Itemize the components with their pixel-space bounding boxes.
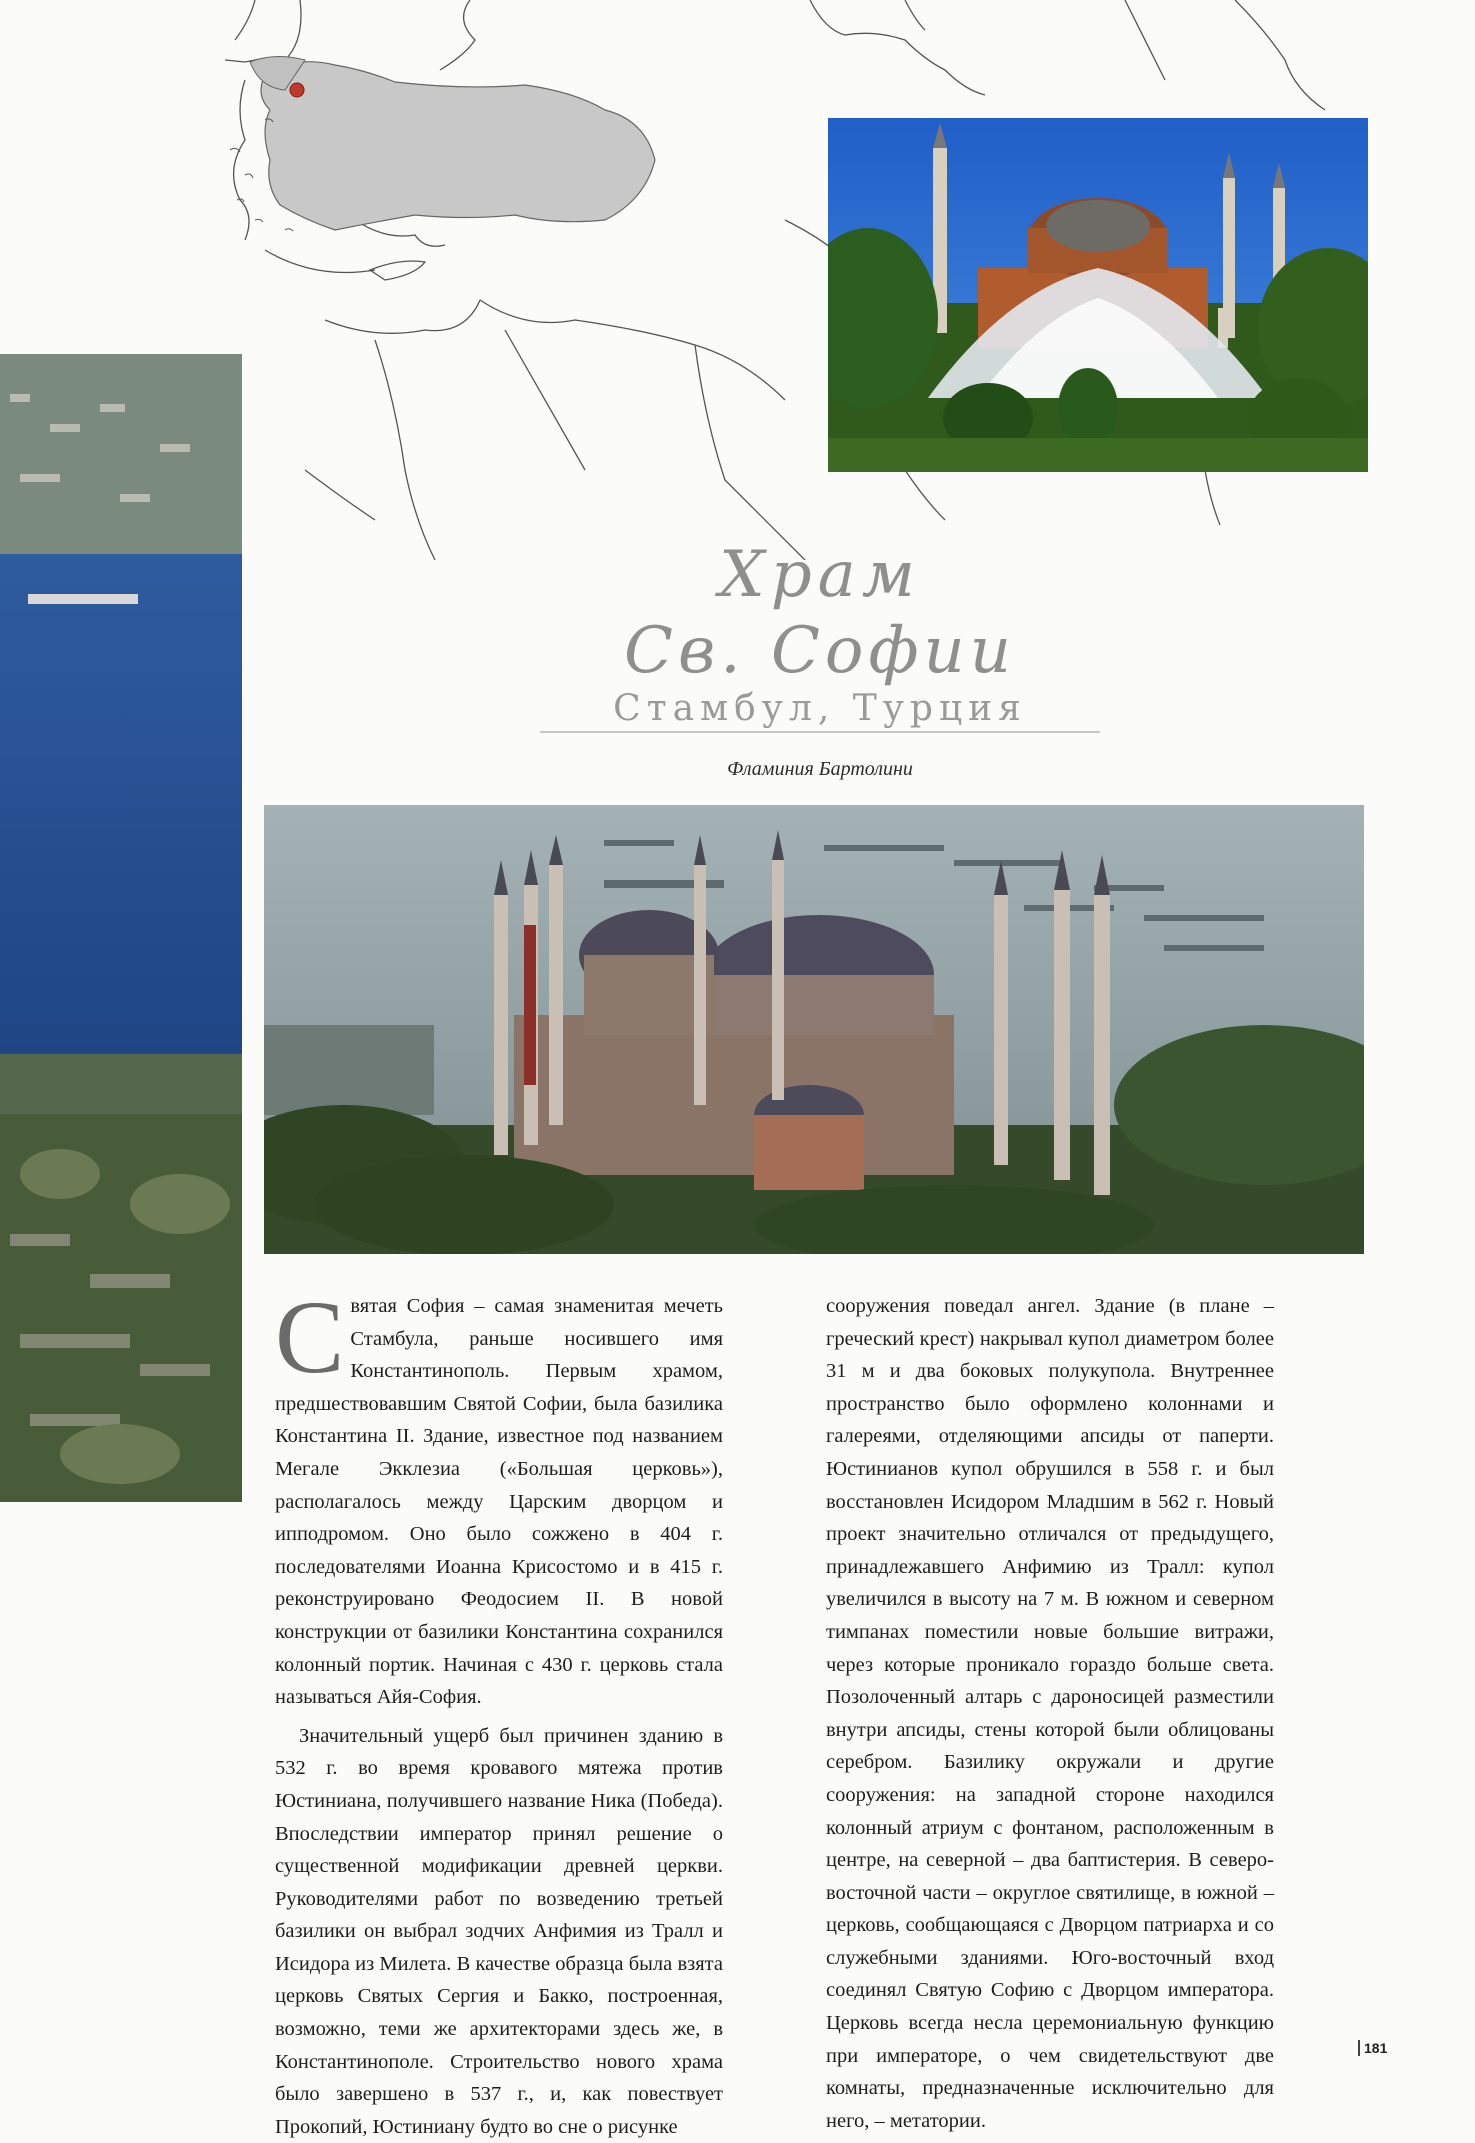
paragraph-3: сооружения поведал ангел. Здание (в плане – греческий крест) накрывал купол диаметром более 31 м и два боковых полукупола. Внутреннее пространство было оформлено колоннами и галереями, отделяющими апсиды от паперти. Юстинианов купол обрушился в 558 г. и был восстановлен Исидором Младшим в 562 г. Новый проект значительно отличался от предыдущего, принадлежавшего Анфимию из Тралл: купол увеличился в высоту на 7 м. В южном и северном тимпанах поместили новые большие витражи, через которые проникало гораздо больше света. Позолоченный алтарь с дароносицей разместили внутри апсиды, стены которой были облицованы серебром. Базилику окружали и другие сооружения: на западной стороне находился колонный атриум с фонтаном, расположенным в центре, на северной – два баптистерия. В северо-восточной части – округлое святилище, в южной – церковь, сообщающаяся с Дворцом патриарха и со служебными зданиями. Юго-восточный вход соединял Святую Софию с Дворцом императора. Церковь всегда несла церемониальную функцию при императоре, о чем свидетельствуют две комнаты, предназначенные исключительно для него, – метатории. — [826, 1295, 1274, 2132]
page-number: 181 — [1358, 2040, 1387, 2056]
hagia-sophia-fountain-photo — [828, 118, 1368, 472]
hagia-sophia-panorama-photo — [264, 805, 1364, 1254]
drop-cap: С — [275, 1280, 345, 1395]
author: Фламиния Бартолини — [727, 758, 913, 780]
text-column-left — [275, 1280, 723, 2143]
paragraph-1: вятая София – самая знаменитая мечеть Стамбула, раньше носившего имя Константинополь. Первым храмом, предшествовавшим Святой Софии, была базилика Константина II. Здание, известное под названием Мегале Экклезиа («Большая церковь»), располагалось между Царским дворцом и ипподромом. Оно было сожжено в 404 г. последователями Иоанна Крисостомо и в 415 г. реконструировано Феодосием II. В новой конструкции от базилики Константина сохранился колонный портик. Начиная с 430 г. церковь стала называться Айя-София. — [275, 1295, 723, 1709]
text-column-right — [826, 1290, 1274, 2137]
title-line-1: Храм — [719, 538, 921, 612]
title-line-2: Св. Софии — [624, 614, 1016, 688]
subtitle: Стамбул, Турция — [540, 688, 1100, 733]
istanbul-aerial-photo — [0, 354, 242, 1502]
istanbul-marker — [290, 83, 304, 97]
paragraph-2: Значительный ущерб был причинен зданию в 532 г. во время кровавого мятежа против Юстиниана, получившего название Ника (Победа). Впоследствии император принял решение о существенной модификации древней церкви. Руководителями работ по возведению третьей базилики он выбрал зодчих Анфимия из Тралл и Исидора из Милета. В качестве образца была взята церковь Святых Сергия и Бакко, построенная, возможно, теми же архитекторами здесь же, в Константинополе. Строительство нового храма было завершено в 537 г., и, как повествует Прокопий, Юстиниану будто во сне о рисунке — [275, 1724, 723, 2138]
